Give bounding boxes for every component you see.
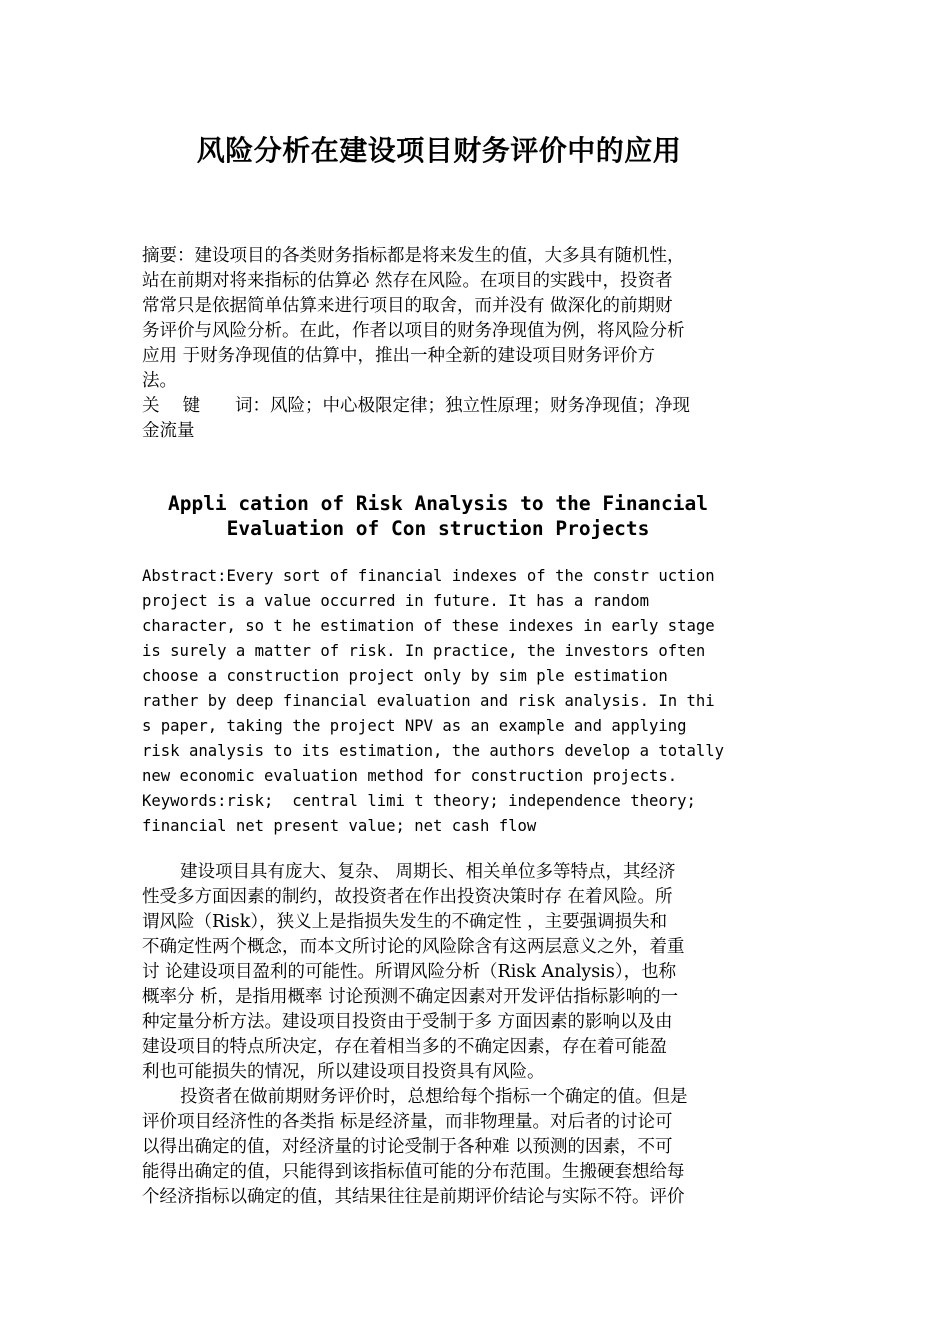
abstract-chinese: [142, 244, 742, 444]
abstract-en-line: rather by deep financial evaluation and risk analysis. In thi: [142, 692, 715, 710]
body-line: 性受多方面因素的制约，故投资者在作出投资决策时存 在着风险。所: [142, 887, 673, 907]
keywords-en-line: financial net present value; net cash flow: [142, 817, 537, 835]
keywords-en-line: Keywords:risk; central limi t theory; independence theory;: [142, 792, 696, 810]
body-line: 种定量分析方法。建设项目投资由于受制于多 方面因素的影响以及由: [142, 1012, 673, 1032]
body-line: 谓风险（Risk），狭义上是指损失发生的不确定性 ，主要强调损失和: [142, 912, 668, 932]
abstract-en-line: s paper, taking the project NPV as an example and applying: [142, 717, 687, 735]
body-paragraph-1: [142, 860, 742, 1085]
body-paragraph-2: [142, 1085, 742, 1210]
title-english: [142, 491, 734, 541]
title-chinese: 风险分析在建设项目财务评价中的应用: [196, 134, 682, 167]
body-line: 能得出确定的值，只能得到该指标值可能的分布范围。生搬硬套想给每: [142, 1162, 685, 1182]
body-line: 讨 论建设项目盈利的可能性。所谓风险分析（Risk Analysis），也称: [142, 962, 677, 982]
abstract-cn-line: 站在前期对将来指标的估算必 然存在风险。在项目的实践中，投资者: [142, 271, 673, 291]
title-en-line: Appli cation of Risk Analysis to the Financial: [167, 492, 709, 515]
body-line: 以得出确定的值，对经济量的讨论受制于各种难 以预测的因素，不可: [142, 1137, 673, 1157]
keywords-cn-line: 金流量: [142, 421, 195, 441]
body-line: 个经济指标以确定的值，其结果往往是前期评价结论与实际不符。评价: [142, 1187, 685, 1207]
abstract-cn-line: 法。: [142, 371, 177, 391]
abstract-en-line: new economic evaluation method for construction projects.: [142, 767, 678, 785]
abstract-english: [142, 564, 742, 839]
abstract-cn-line: 常常只是依据简单估算来进行项目的取舍，而并没有 做深化的前期财: [142, 296, 673, 316]
body-line: 概率分 析，是指用概率 讨论预测不确定因素对开发评估指标影响的一: [142, 987, 679, 1007]
body-line: 不确定性两个概念，而本文所讨论的风险除含有这两层意义之外，着重: [142, 937, 685, 957]
abstract-cn-line: 应用 于财务净现值的估算中，推出一种全新的建设项目财务评价方: [142, 346, 656, 366]
abstract-en-line: project is a value occurred in future. It has a random: [142, 592, 649, 610]
body-line: 利也可能损失的情况，所以建设项目投资具有风险。: [142, 1062, 545, 1082]
abstract-en-line: character, so t he estimation of these indexes in early stage: [142, 617, 715, 635]
abstract-en-line: is surely a matter of risk. In practice, the investors often: [142, 642, 706, 660]
abstract-en-line: choose a construction project only by sim ple estimation: [142, 667, 668, 685]
abstract-cn-line: 务评价与风险分析。在此，作者以项目的财务净现值为例，将风险分析: [142, 321, 685, 341]
body-line: 评价项目经济性的各类指 标是经济量，而非物理量。对后者的讨论可: [142, 1112, 673, 1132]
body-line: 建设项目的特点所决定，存在着相当多的不确定因素，存在着可能盈: [142, 1037, 667, 1057]
body-line: 建设项目具有庞大、复杂、 周期长、相关单位多等特点，其经济: [180, 862, 676, 882]
body-line: 投资者在做前期财务评价时，总想给每个指标一个确定的值。但是: [180, 1087, 688, 1107]
title-en-line: Evaluation of Con struction Projects: [226, 517, 650, 540]
keywords-cn-line: 关 键 词：风险；中心极限定律；独立性原理；财务净现值；净现: [142, 396, 691, 416]
abstract-en-line: risk analysis to its estimation, the authors develop a totally: [142, 742, 725, 760]
abstract-en-line: Abstract:Every sort of financial indexes of the constr uction: [142, 567, 715, 585]
abstract-cn-line: 摘要：建设项目的各类财务指标都是将来发生的值，大多具有随机性，: [142, 246, 685, 266]
